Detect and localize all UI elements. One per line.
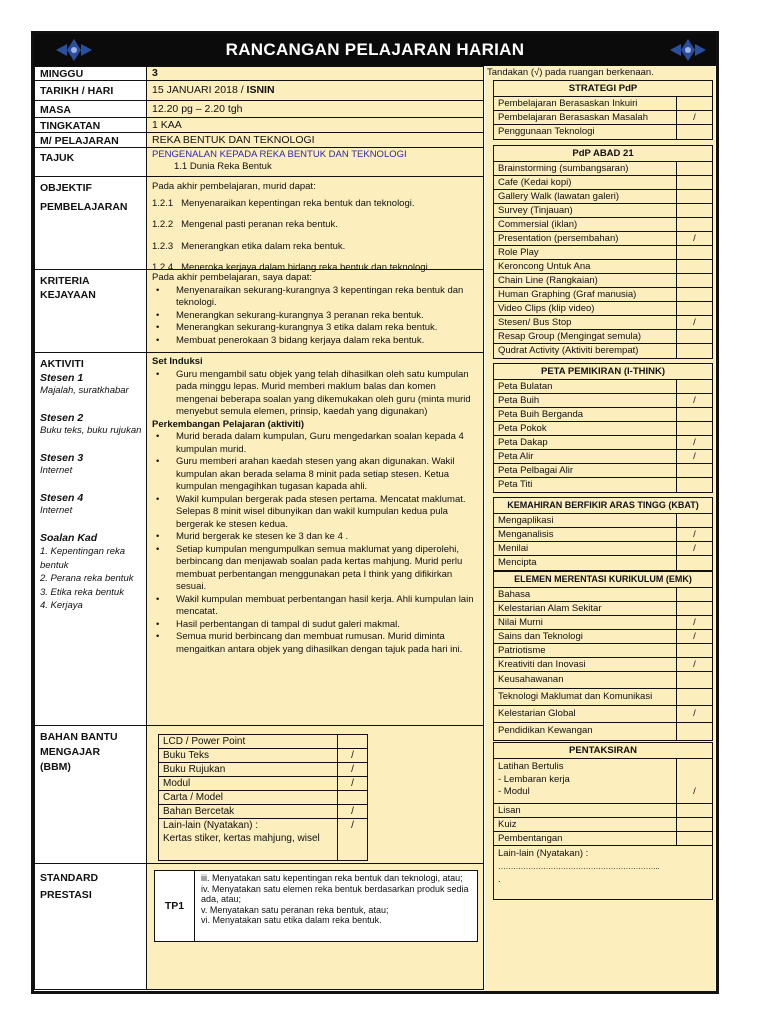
bbm-table: LCD / Power Point Buku Teks / Buku Rujukan / Modul / Carta / Model Bahan Bercetak / Lain-lain (Nyatakan) : Kertas stiker, kertas mahjung, wisel /	[158, 734, 368, 861]
strategi-box: STRATEGI PdP Pembelajaran Berasaskan Inkuiri Pembelajaran Berasaskan Masalah / Penggunaan Teknologi	[493, 80, 713, 140]
right-ornament-icon	[668, 38, 708, 62]
checklist-panel: Tandakan (√) pada ruangan berkenaan. STRATEGI PdP Pembelajaran Berasaskan Inkuiri Pembelajaran Berasaskan Masalah / Penggunaan Teknologi PdP ABAD 21 Brainstorming (sumbangsaran) Cafe (Kedai kopi) Gallery Walk (lawatan galeri) Survey (Tinjauan) Commersial (iklan) Presentation (persembahan) / Role Play Keroncong Untuk Ana Chain Line (Rangkaian) Human Graphing (Graf manusia) Video Clips (klip video) Stesen/ Bus Stop / Resap Group (Mengingat semula) Qudrat Activity (Aktiviti berempat) PETA PEMIKIRAN (I-THINK) Peta Bulatan Peta Buih / Peta Buih Berganda Peta Pokok Peta Dakap / Peta Alir / Peta Pelbagai Alir Peta Titi KEMAHIRAN BERFIKIR ARAS TINGG (KBAT) Mengaplikasi Menganalisis / Menilai / Mencipta ELEMEN MERENTASI KURIKULUM (EMK) Bahasa Kelestarian Alam Sekitar Nilai Murni / Sains dan Teknologi / Patriotisme Kreativiti dan Inovasi / Keusahawanan Teknologi Maklumat dan Komunikasi Kelestarian Global / Pendidikan Kewangan PENTAKSIRAN Latihan Bertulis - Lembaran kerja - Modul / Lisan Kuiz Pembentangan Lain-lain (Nyatakan) : ……………………………………………………….. .	[485, 66, 715, 991]
emk-box: ELEMEN MERENTASI KURIKULUM (EMK) Bahasa Kelestarian Alam Sekitar Nilai Murni / Sains dan Teknologi / Patriotisme Kreativiti dan Inovasi / Keusahawanan Teknologi Maklumat dan Komunikasi Kelestarian Global / Pendidikan Kewangan	[493, 571, 713, 741]
row-subjek: M/ PELAJARAN REKA BENTUK DAN TEKNOLOGI	[34, 133, 484, 148]
row-kriteria: KRITERIA KEJAYAAN Pada akhir pembelajaran, saya dapat: • Menyenaraikan sekurang-kurangnya 3 kepentingan reka bentuk dan teknologi. • Menerangkan sekurang-kurangnya 3 peranan reka bentuk. • Menerangkan sekurang-kurangnya 3 etika dalam reka bentuk. • Membuat penerokaan 3 bidang kerjaya dalam reka bentuk.	[34, 270, 484, 353]
page-title: RANCANGAN PELAJARAN HARIAN	[34, 34, 716, 66]
aktiviti-content: Set Induksi • Guru mengambil satu objek yang telah dihasilkan oleh satu kumpulan pada minggu lepas. Murid memberi maklum balas dan komen mengenai beberapa soalan yang dikemukakan oleh guru (minta murid menyebut semula elemen, prinsip, kaedah yang digunakan) Perkembangan Pelajaran (aktiviti) • Murid berada dalam kumpulan, Guru mengedarkan soalan kepada 4 kumpulan murid. • Guru memberi arahan kaedah stesen yang akan digunakan. Wakil kumpulan akan berada selama 8 minit pada setiap stesen. Ketua kumpulan mengagihkan tugasan kapada ahli. • Wakil kumpulan bergerak pada stesen pertama. Mencatat maklumat. Selepas 8 minit wisel dibunyikan dan wakil kumpulan kedua pula bergerak ke stesen kedua. • Murid bergerak ke stesen ke 3 dan ke 4 . • Setiap kumpulan mengumpulkan semua maklumat yang diperolehi, berbincang dan menjawab soalan pada kertas mahjung. Murid perlu membuat perbentangan menggunakan peta I think yang difikirkan sesuai. • Wakil kumpulan membuat perbentangan hasil kerja. Ahli kumpulan lain mencatat. • Hasil perbentangan di tampal di sudut galeri makmal. • Semua murid berbincang dan membuat rumusan. Murid diminta mengaitkan antara objek yang dihasilkan dengan tajuk pada hari ini.	[152, 356, 480, 656]
row-tarikh: TARIKH / HARI 15 JANUARI 2018 / ISNIN	[34, 81, 484, 101]
row-bbm: BAHAN BANTU MENGAJAR (BBM) LCD / Power Point Buku Teks / Buku Rujukan / Modul / Carta / Model Bahan Bercetak / Lain-lain (Nyatakan) : Kertas stiker, kertas mahjung, wisel /	[34, 726, 484, 864]
minggu-value: 3	[152, 67, 158, 79]
row-aktiviti: AKTIVITI Stesen 1 Majalah, suratkhabar Stesen 2 Buku teks, buku rujukan Stesen 3 Internet Stesen 4 Internet Soalan Kad 1. Kepentingan reka bentuk 2. Perana reka bentuk 3. Etika reka bentuk 4. Kerjaya Set Induksi • Guru mengambil satu objek yang telah dihasilkan oleh satu kumpulan pada minggu lepas. Murid memberi maklum balas dan komen mengenai beberapa soalan yang dikemukakan oleh guru (minta murid menyebut semula elemen, prinsip, kaedah yang digunakan) Perkembangan Pelajaran (aktiviti) • Murid berada dalam kumpulan, Guru mengedarkan soalan kepada 4 kumpulan murid. • Guru memberi arahan kaedah stesen yang akan digunakan. Wakil kumpulan akan berada selama 8 minit pada setiap stesen. Ketua kumpulan mengagihkan tugasan kapada ahli. • Wakil kumpulan bergerak pada stesen pertama. Mencatat maklumat. Selepas 8 minit wisel dibunyikan dan wakil kumpulan kedua pula bergerak ke stesen kedua. • Murid bergerak ke stesen ke 3 dan ke 4 . • Setiap kumpulan mengumpulkan semua maklumat yang diperolehi, berbincang dan menjawab soalan pada kertas mahjung. Murid perlu membuat perbentangan menggunakan peta I think yang difikirkan sesuai. • Wakil kumpulan membuat perbentangan hasil kerja. Ahli kumpulan lain mencatat. • Hasil perbentangan di tampal di sudut galeri makmal. • Semua murid berbincang dan membuat rumusan. Murid diminta mengaitkan antara objek yang dihasilkan dengan tajuk pada hari ini.	[34, 353, 484, 726]
left-ornament-icon	[54, 38, 94, 62]
objektif-list: Pada akhir pembelajaran, murid dapat: 1.2.1 Menyenaraikan kepentingan reka bentuk dan teknologi. 1.2.2 Mengenal pasti peranan reka bentuk. 1.2.3 Menerangkan etika dalam reka bentuk. 1.2.4 Meneroka kerjaya dalam bidang reka bentuk dan teknologi.	[152, 181, 431, 273]
row-tajuk: TAJUK PENGENALAN KEPADA REKA BENTUK DAN TEKNOLOGI 1.1 Dunia Reka Bentuk	[34, 148, 484, 177]
row-objektif: OBJEKTIF PEMBELAJARAN Pada akhir pembelajaran, murid dapat: 1.2.1 Menyenaraikan kepentingan reka bentuk dan teknologi. 1.2.2 Mengenal pasti peranan reka bentuk. 1.2.3 Menerangkan etika dalam reka bentuk. 1.2.4 Meneroka kerjaya dalam bidang reka bentuk dan teknologi.	[34, 177, 484, 270]
abad21-box: PdP ABAD 21 Brainstorming (sumbangsaran) Cafe (Kedai kopi) Gallery Walk (lawatan galeri) Survey (Tinjauan) Commersial (iklan) Presentation (persembahan) / Role Play Keroncong Untuk Ana Chain Line (Rangkaian) Human Graphing (Graf manusia) Video Clips (klip video) Stesen/ Bus Stop / Resap Group (Mengingat semula) Qudrat Activity (Aktiviti berempat)	[493, 145, 713, 359]
kriteria-list: Pada akhir pembelajaran, saya dapat: • Menyenaraikan sekurang-kurangnya 3 kepentingan reka bentuk dan teknologi. • Menerangkan sekurang-kurangnya 3 peranan reka bentuk. • Menerangkan sekurang-kurangnya 3 etika dalam reka bentuk. • Membuat penerokaan 3 bidang kerjaya dalam reka bentuk.	[152, 272, 480, 347]
ithink-box: PETA PEMIKIRAN (I-THINK) Peta Bulatan Peta Buih / Peta Buih Berganda Peta Pokok Peta Dakap / Peta Alir / Peta Pelbagai Alir Peta Titi	[493, 363, 713, 493]
tajuk-value: PENGENALAN KEPADA REKA BENTUK DAN TEKNOLOGI 1.1 Dunia Reka Bentuk	[152, 149, 407, 172]
row-masa: MASA 12.20 pg – 2.20 tgh	[34, 101, 484, 118]
subjek-value: REKA BENTUK DAN TEKNOLOGI	[152, 134, 315, 146]
tingkatan-value: 1 KAA	[152, 119, 182, 131]
tarikh-value: 15 JANUARI 2018 / ISNIN	[152, 84, 275, 96]
standard-box: TP1 iii. Menyatakan satu kepentingan reka bentuk dan teknologi, atau; iv. Menyatakan satu elemen reka bentuk berdasarkan produk sedia ada, atau; v. Menyatakan satu peranan reka bentuk, atau; vi. Menyatakan satu etika dalam reka bentuk.	[154, 870, 478, 942]
row-minggu: MINGGU 3	[34, 66, 484, 81]
row-standard: STANDARD PRESTASI TP1 iii. Menyatakan satu kepentingan reka bentuk dan teknologi, atau; iv. Menyatakan satu elemen reka bentuk berdasarkan produk sedia ada, atau; v. Menyatakan satu peranan reka bentuk, atau; vi. Menyatakan satu etika dalam reka bentuk.	[34, 864, 484, 990]
kbat-box: KEMAHIRAN BERFIKIR ARAS TINGG (KBAT) Mengaplikasi Menganalisis / Menilai / Mencipta	[493, 497, 713, 571]
pentaksiran-box: PENTAKSIRAN Latihan Bertulis - Lembaran kerja - Modul / Lisan Kuiz Pembentangan Lain-lain (Nyatakan) : ……………………………………………………….. .	[493, 742, 713, 900]
lesson-details	[34, 66, 484, 991]
masa-value: 12.20 pg – 2.20 tgh	[152, 103, 243, 115]
row-tingkatan: TINGKATAN 1 KAA	[34, 118, 484, 133]
